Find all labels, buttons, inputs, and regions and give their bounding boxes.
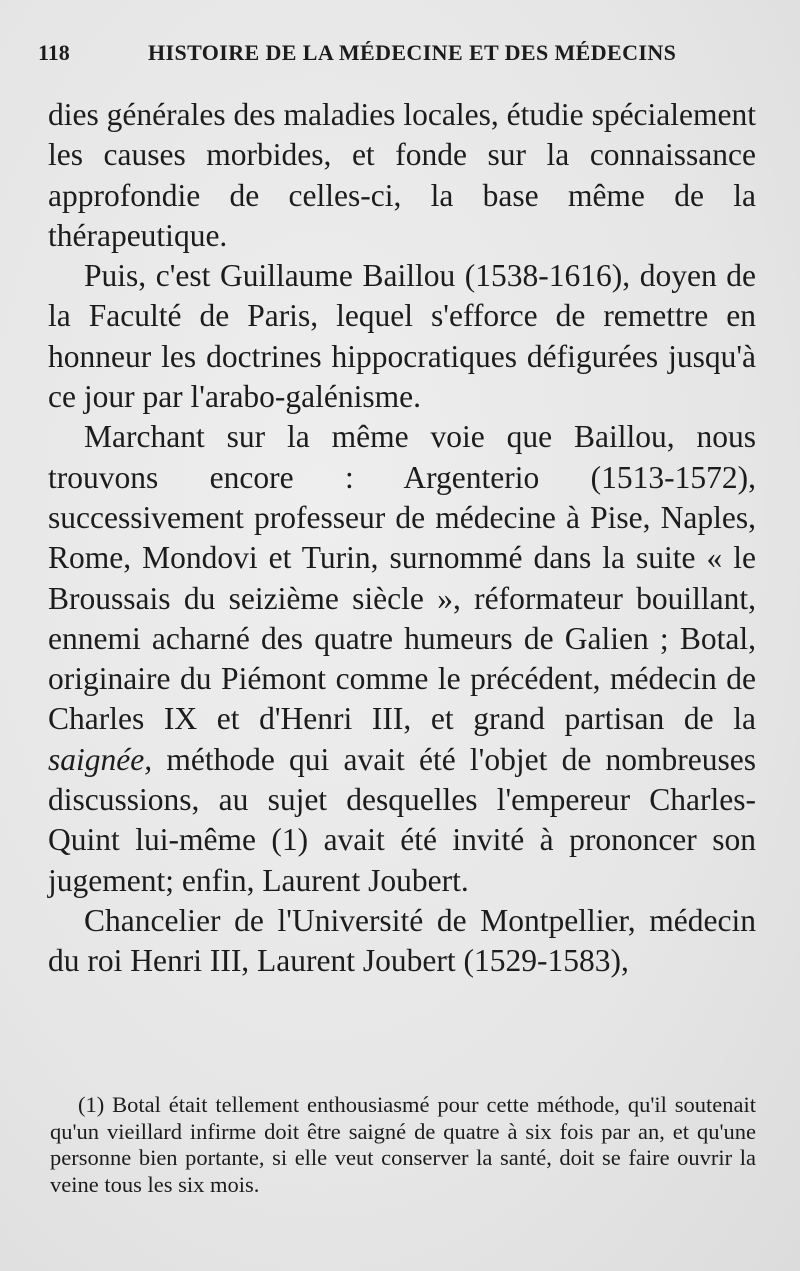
italic-word-saignee: saignée, bbox=[48, 741, 153, 777]
main-text bbox=[48, 95, 756, 982]
footnote-text: (1) Botal était tellement enthousiasmé pour cette méthode, qu'il soutenait qu'un vieillard infirme doit être saigné de quatre à six fois par an, et qu'une personne bien portante, si elle veut conserver la santé, doit se faire ouvrir la veine tous les six mois. bbox=[50, 1092, 756, 1197]
footnote bbox=[50, 1092, 756, 1198]
paragraph-3-text-a: Marchant sur la même voie que Baillou, nous trouvons encore : Argenterio (1513-1572), successivement professeur de médecine à Pise, Naples, Rome, Mondovi et Turin, surnommé dans la suite « le Broussais du seizième siècle », réformateur bouillant, ennemi acharné des quatre humeurs de Galien ; Botal, originaire du Piémont comme le précédent, médecin de Charles IX et d'Henri III, et grand partisan de la bbox=[48, 419, 756, 737]
running-header bbox=[38, 40, 750, 74]
paragraph-3 bbox=[48, 417, 756, 901]
paragraph-2: Puis, c'est Guillaume Baillou (1538-1616), doyen de la Faculté de Paris, lequel s'efforce de remettre en honneur les doctrines hippocratiques défigurées jusqu'à ce jour par l'arabo-galénisme. bbox=[48, 258, 756, 415]
page-number: 118 bbox=[38, 40, 70, 65]
paragraph-4: Chancelier de l'Université de Montpellier, médecin du roi Henri III, Laurent Joubert (1529-1583), bbox=[48, 902, 756, 979]
paragraph-3-text-b: méthode qui avait été l'objet de nombreuses discussions, au sujet desquelles l'empereur Charles-Quint lui-même (1) avait été invité à prononcer son jugement; enfin, Laurent Joubert. bbox=[48, 741, 756, 898]
paragraph-1: dies générales des maladies locales, étudie spécialement les causes morbides, et fonde sur la connaissance approfondie de celles-ci, la base même de la thérapeutique. bbox=[48, 97, 756, 253]
running-title: HISTOIRE DE LA MÉDECINE ET DES MÉDECINS bbox=[148, 40, 677, 65]
